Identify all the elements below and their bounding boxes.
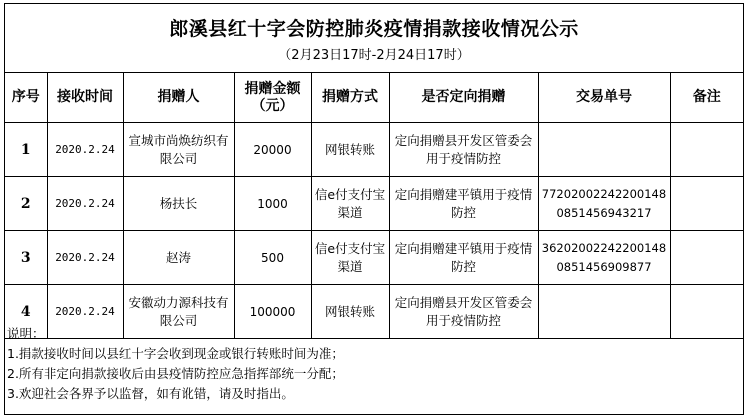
table-row — [5, 123, 743, 177]
cell-donor: 赵涛 — [123, 231, 234, 285]
title-block — [5, 4, 743, 72]
cell-amount: 100000 — [234, 285, 311, 339]
cell-txn — [538, 123, 670, 177]
cell-method: 信e付支付宝渠道 — [311, 177, 389, 231]
col-header-index: 序号 — [5, 73, 47, 123]
table-header-row — [5, 73, 743, 123]
col-header-amount: 捐赠金额 （元） — [234, 73, 311, 123]
cell-donor: 杨扶长 — [123, 177, 234, 231]
cell-directed: 定向捐赠建平镇用于疫情防控 — [389, 177, 538, 231]
cell-txn: 36202002242200148 0851456909877 — [538, 231, 670, 285]
cell-method: 信e付支付宝渠道 — [311, 231, 389, 285]
table-row — [5, 177, 743, 231]
note-item: 1.捐款接收时间以县红十字会收到现金或银行转账时间为准； — [7, 346, 344, 361]
cell-directed: 定向捐赠县开发区管委会用于疫情防控 — [389, 285, 538, 339]
cell-date: 2020.2.24 — [47, 177, 123, 231]
cell-index: 4 — [5, 285, 47, 339]
cell-method: 网银转账 — [311, 285, 389, 339]
cell-donor: 宣城市尚焕纺织有限公司 — [123, 123, 234, 177]
cell-method: 网银转账 — [311, 123, 389, 177]
cell-remark — [670, 177, 743, 231]
cell-directed: 定向捐赠县开发区管委会用于疫情防控 — [389, 123, 538, 177]
col-header-method: 捐赠方式 — [311, 73, 389, 123]
cell-amount: 1000 — [234, 177, 311, 231]
cell-amount: 20000 — [234, 123, 311, 177]
col-header-directed: 是否定向捐赠 — [389, 73, 538, 123]
notes-heading: 说明： — [7, 326, 45, 341]
cell-date: 2020.2.24 — [47, 285, 123, 339]
donation-table — [5, 72, 743, 339]
cell-index: 1 — [5, 123, 47, 177]
col-header-txn: 交易单号 — [538, 73, 670, 123]
cell-donor: 安徽动力源科技有限公司 — [123, 285, 234, 339]
donation-notice-sheet — [4, 3, 744, 415]
notes-section — [5, 324, 743, 404]
period-subtitle: （2月23日17时-2月24日17时） — [278, 48, 470, 63]
col-header-date: 接收时间 — [47, 73, 123, 123]
page-title: 郎溪县红十字会防控肺炎疫情捐款接收情况公示 — [169, 18, 579, 40]
note-item: 2.所有非定向捐款接收后由县疫情防控应急指挥部统一分配； — [7, 366, 344, 381]
cell-remark — [670, 231, 743, 285]
table-row — [5, 231, 743, 285]
cell-date: 2020.2.24 — [47, 231, 123, 285]
cell-directed: 定向捐赠建平镇用于疫情防控 — [389, 231, 538, 285]
cell-index: 2 — [5, 177, 47, 231]
col-header-donor: 捐赠人 — [123, 73, 234, 123]
cell-remark — [670, 123, 743, 177]
col-header-remark: 备注 — [670, 73, 743, 123]
note-item: 3.欢迎社会各界予以监督，如有讹错，请及时指出。 — [7, 386, 294, 401]
cell-txn: 77202002242200148 0851456943217 — [538, 177, 670, 231]
cell-index: 3 — [5, 231, 47, 285]
cell-date: 2020.2.24 — [47, 123, 123, 177]
cell-amount: 500 — [234, 231, 311, 285]
